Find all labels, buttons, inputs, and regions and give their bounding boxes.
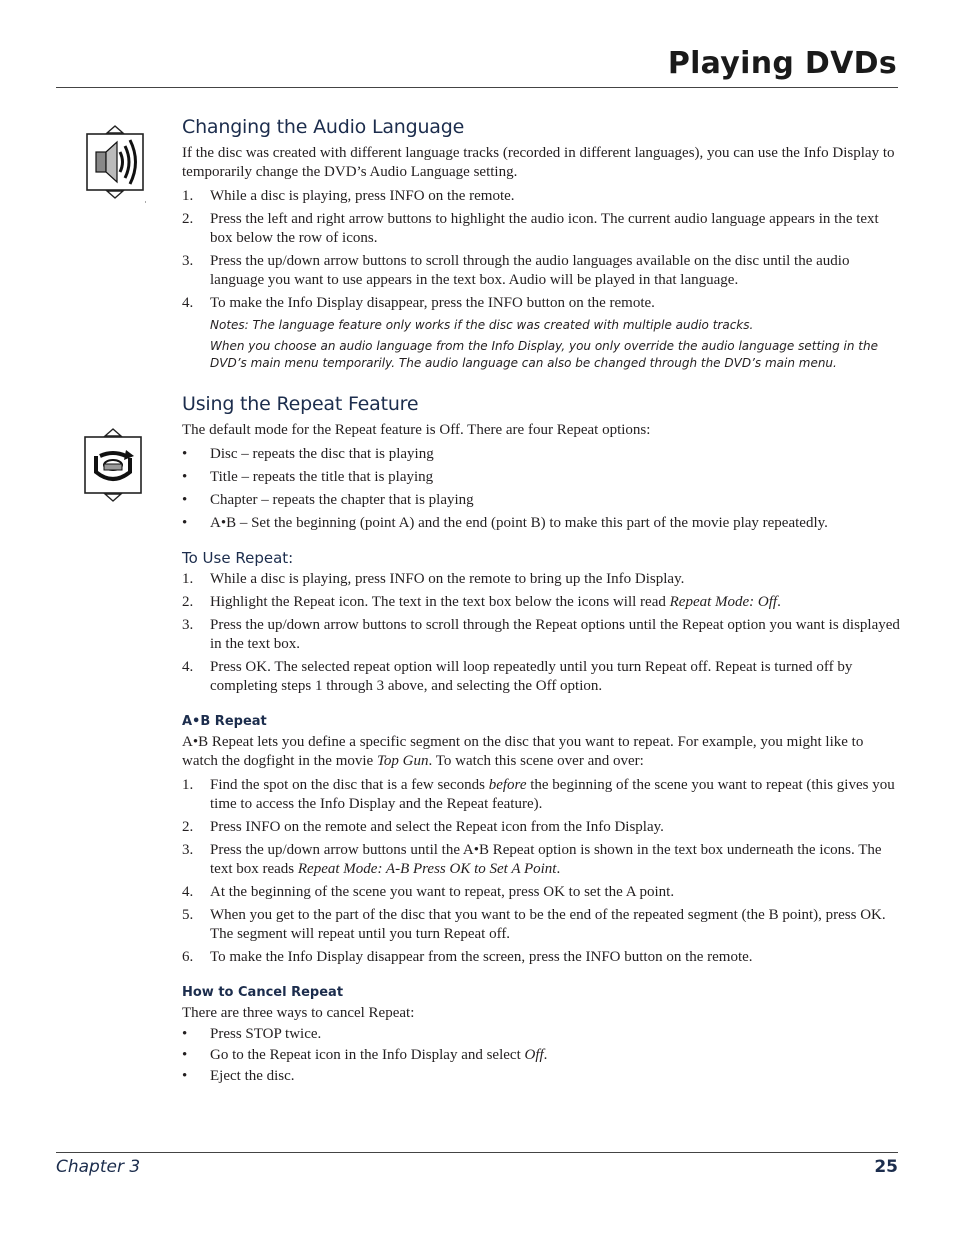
list-item: 4. Press OK. The selected repeat option will loop repeatedly until you turn Repeat off. Repeat is turned off by completing steps 1 through 3 above, and selecting the Off option.	[182, 659, 853, 694]
list-item: • A•B – Set the beginning (point A) and the end (point B) to make this part of the movie play repeatedly.	[182, 515, 828, 531]
page-title: Playing DVDs	[667, 46, 897, 81]
ab-repeat-heading: A•B Repeat	[182, 714, 267, 729]
use-repeat-steps	[182, 570, 900, 696]
footer-chapter: Chapter 3	[56, 1157, 141, 1177]
list-item: 3. Press the up/down arrow buttons until the A•B Repeat option is shown in the text box underneath the icons. The text box reads Repeat Mode: A-B Press OK to Set A Point.	[182, 842, 882, 877]
use-repeat-heading: To Use Repeat:	[182, 549, 294, 567]
list-item: 2. Press the left and right arrow buttons to highlight the audio icon. The current audio language appears in the text box below the row of icons.	[182, 211, 879, 246]
repeat-icon	[82, 428, 144, 509]
cancel-options	[182, 1025, 900, 1086]
list-item: • Chapter – repeats the chapter that is playing	[182, 492, 474, 508]
list-item: 6. To make the Info Display disappear from the screen, press the INFO button on the remote.	[182, 949, 753, 965]
list-item: 1. While a disc is playing, press INFO on the remote.	[182, 188, 515, 204]
page-content	[182, 118, 900, 1088]
audio-note: When you choose an audio language from the Info Display, you only override the audio language setting in the DVD’s main menu temporarily. The audio language can also be changed through the DVD’s main menu.	[210, 339, 878, 370]
list-item: 2. Press INFO on the remote and select the Repeat icon from the Info Display.	[182, 819, 664, 835]
audio-note: Notes: The language feature only works if the disc was created with multiple audio tracks.	[210, 318, 754, 332]
list-item: • Title – repeats the title that is playing	[182, 469, 434, 485]
cancel-intro: There are three ways to cancel Repeat:	[182, 1005, 415, 1021]
list-item: 3. Press the up/down arrow buttons to scroll through the audio languages available on the disc until the audio language you want to use appears in the text box. Audio will be played in that language.	[182, 253, 850, 288]
list-item: 5. When you get to the part of the disc that you want to be the end of the repeated segment (the B point), press OK. The segment will repeat until you turn Repeat off.	[182, 907, 886, 942]
list-item: • Eject the disc.	[182, 1068, 295, 1084]
list-item: • Disc – repeats the disc that is playing	[182, 446, 434, 462]
repeat-options	[182, 445, 900, 533]
header-rule	[56, 87, 898, 88]
list-item: 2. Highlight the Repeat icon. The text in the text box below the icons will read Repeat Mode: Off.	[182, 594, 781, 610]
list-item: • Press STOP twice.	[182, 1026, 322, 1042]
cancel-repeat-heading: How to Cancel Repeat	[182, 985, 344, 1000]
ab-repeat-intro: A•B Repeat lets you define a specific segment on the disc that you want to repeat. For example, you might like to watch the dogfight in the movie Top Gun. To watch this scene over and over:	[182, 734, 864, 769]
list-item: 1. While a disc is playing, press INFO on the remote to bring up the Info Display.	[182, 571, 685, 587]
list-item: 1. Find the spot on the disc that is a few seconds before the beginning of the scene you want to repeat (this gives you time to access the Info Display and the Repeat feature).	[182, 777, 895, 812]
audio-steps	[182, 187, 900, 313]
audio-speaker-icon	[84, 125, 146, 210]
repeat-intro: The default mode for the Repeat feature is Off. There are four Repeat options:	[182, 422, 651, 438]
audio-intro: If the disc was created with different language tracks (recorded in different languages), you can use the Info Display to temporarily change the DVD’s Audio Language setting.	[182, 145, 895, 180]
page-number: 25	[874, 1157, 898, 1177]
repeat-feature-heading: Using the Repeat Feature	[182, 393, 419, 415]
list-item: 4. At the beginning of the scene you want to repeat, press OK to set the A point.	[182, 884, 675, 900]
audio-language-heading: Changing the Audio Language	[182, 116, 465, 138]
list-item: 4. To make the Info Display disappear, press the INFO button on the remote.	[182, 295, 655, 311]
list-item: • Go to the Repeat icon in the Info Display and select Off.	[182, 1047, 548, 1063]
list-item: 3. Press the up/down arrow buttons to scroll through the Repeat options until the Repeat option you want is displayed in the text box.	[182, 617, 900, 652]
footer-rule	[56, 1152, 898, 1153]
ab-repeat-steps	[182, 776, 900, 967]
